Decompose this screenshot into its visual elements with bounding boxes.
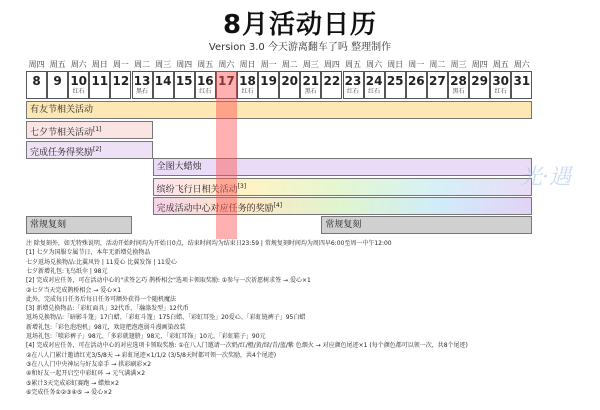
day-number: 24 [365, 74, 383, 88]
event-bar [153, 158, 533, 176]
weekday-label: 周四 [471, 60, 488, 69]
event-bar [26, 141, 153, 159]
day-number: 30 [492, 74, 510, 88]
day-cell [385, 71, 406, 99]
day-cell [321, 71, 342, 99]
event-label: 缤纷飞行日相关活动 [156, 185, 238, 195]
event-label: 完成活动中心对应任务的奖励 [156, 204, 274, 214]
today-highlight [216, 71, 237, 239]
weekday-label: 周日 [239, 60, 256, 69]
day-number: 14 [154, 74, 172, 88]
weekday-label: 周二 [281, 60, 298, 69]
page-subtitle: Version 3.0 今天游离翻车了吗 整理制作 [208, 42, 392, 53]
day-number: 23 [344, 74, 362, 88]
weekday-label: 周六 [218, 60, 235, 69]
event-bar [153, 178, 533, 196]
note-line: ②在八人门累计邀请红光3/5/8天 → 彩虹尾迹×1/1/2 (3/5/8天时都可领一次奖励，共4个尾迹) [26, 351, 277, 359]
day-number: 17 [218, 74, 235, 88]
day-cell [258, 71, 279, 99]
note-line: [2] 完成对应任务，可在活动中心的"求签乞巧 鹊桥相会"选项卡领取奖励: ①参与一次祈愿树求签 → 爱心×1 [26, 277, 311, 285]
day-number: 11 [91, 74, 109, 88]
weekday-label: 周五 [345, 60, 361, 69]
day-cell [300, 71, 321, 99]
day-cell [153, 71, 174, 99]
weekday-label: 周日 [91, 60, 108, 69]
event-note-ref: [1] [93, 126, 102, 133]
day-cell [448, 71, 469, 99]
day-cell [26, 71, 47, 99]
note-line: 新增礼包:「彩色泡泡机」98元，欢迎把泡泡弱斗漫画染改装 [26, 323, 186, 331]
day-tag: 红石 [241, 88, 254, 95]
event-label: 常规复刻 [30, 220, 67, 230]
day-cell [364, 71, 385, 99]
weekday-label: 周一 [112, 60, 129, 69]
day-tag: 红石 [494, 88, 507, 95]
day-number: 27 [429, 74, 446, 88]
event-bar [26, 101, 532, 119]
day-cell [406, 71, 427, 99]
event-label: 全图大蜡烛 [156, 162, 202, 172]
day-number: 22 [323, 74, 341, 88]
event-note-ref: [2] [93, 146, 102, 153]
event-note-ref: [3] [237, 183, 247, 190]
day-cell [490, 71, 511, 99]
weekday-label: 周六 [70, 60, 87, 69]
day-number: 15 [175, 74, 193, 88]
note-line: [4] 完成对应任务，可在活动中心的对应选项卡领取奖励: ①在八人门邀请一次奶/红/橙/黄/绿/青/蓝/紫 色烟火 → 对应颜色尾迹×1 (每个颜色都可以领一次，共8个尾迹) [26, 342, 468, 350]
day-number: 28 [450, 74, 467, 88]
day-cell [427, 71, 448, 99]
day-cell [279, 71, 300, 99]
event-note-ref: [4] [273, 202, 283, 209]
weekday-label: 周日 [387, 60, 404, 69]
day-cell [47, 71, 68, 99]
day-number: 9 [53, 74, 62, 88]
note-line: ⑥完成任务①②③④⑤ → 爱心×2 [26, 388, 112, 396]
note-line: 注 除复刻外，如无特殊说明，活动开始时间均为开始日0点，结束时间均为结束日23:59 | 常规复刻时间均为周四早6:00至周一中午12:00 [26, 240, 392, 247]
day-number: 12 [112, 74, 130, 88]
day-number: 13 [133, 74, 151, 88]
day-cell [195, 71, 216, 99]
weekday-label: 周三 [302, 60, 319, 69]
day-number: 10 [70, 74, 88, 88]
day-cell [511, 71, 532, 99]
day-number: 20 [281, 74, 299, 88]
event-bar [26, 121, 153, 139]
day-number: 21 [302, 74, 320, 88]
weekday-label: 周六 [366, 60, 383, 69]
note-line: 七夕返场兑换物品:比翼风铃 | 11爱心 比翼发饰 | 11爱心 [26, 258, 177, 266]
day-tag: 红石 [72, 88, 85, 95]
weekday-label: 周四 [28, 60, 45, 69]
event-label: 常规复刻 [325, 220, 362, 230]
day-cell [469, 71, 490, 99]
day-number: 29 [471, 74, 488, 88]
note-line: 返场兑换物品:「暗影斗篷」17白蜡、「彩虹斗篷」175白蜡、「彩虹耳坠」20爱心、「彩虹链裤子」95白蜡 [26, 314, 306, 322]
day-cell [89, 71, 110, 99]
day-number: 16 [196, 74, 214, 88]
note-line: 此外，完成每日任务后每日任务可额外获得一个随机魔法 [26, 295, 177, 303]
day-tag: 红石 [346, 88, 359, 95]
note-line: ②七夕当天完成鹊桥相会 → 爱心×1 [26, 286, 122, 294]
page-title: 8月活动日历 [222, 10, 378, 40]
weekday-label: 周五 [492, 60, 509, 69]
day-cell [132, 71, 153, 99]
event-label: 完成任务得奖励 [30, 148, 94, 158]
day-number: 8 [32, 74, 41, 88]
day-cell [343, 71, 364, 99]
weekday-label: 周三 [155, 60, 172, 69]
event-bar [321, 216, 532, 234]
day-tag: 黑石 [135, 88, 148, 95]
event-bar [26, 216, 132, 234]
day-number: 18 [239, 74, 256, 88]
note-line: [3] 新增兑换物品:「彩虹面具」32代币、「瀚涤发型」12代币 [26, 305, 189, 313]
day-number: 31 [513, 74, 531, 88]
day-tag: 红石 [199, 88, 212, 95]
event-label: 有友节相关活动 [30, 105, 94, 115]
weekday-label: 周二 [429, 60, 446, 69]
weekday-label: 周一 [260, 60, 277, 69]
weekday-label: 周五 [49, 60, 66, 69]
day-tag: 红石 [368, 88, 381, 95]
weekday-label: 周一 [408, 60, 425, 69]
weekday-label: 周二 [134, 60, 150, 69]
day-number: 26 [407, 74, 425, 88]
day-number: 25 [386, 74, 404, 88]
day-number: 19 [260, 74, 277, 88]
day-cell [110, 71, 131, 99]
note-line: ④和好友一起开启空中彩虹环 → 元气满满×2 [26, 370, 146, 378]
weekday-label: 周六 [513, 60, 530, 69]
note-line: [1] 七夕为国服专属节日，本年无新增兑换物品 [26, 249, 151, 257]
note-line: 返场礼包:「喷彩裤子」98元、「多彩就翅膀」98元、「彩虹耳饰」10元、「彩虹鞋子」90元 [26, 333, 266, 340]
day-tag: 黑石 [452, 88, 465, 95]
day-cell [68, 71, 89, 99]
weekday-label: 周四 [176, 60, 193, 69]
watermark-logo: 光·遇 [520, 165, 571, 190]
event-bar [153, 197, 533, 215]
weekday-label: 周三 [450, 60, 467, 69]
weekday-label: 周四 [323, 60, 340, 69]
day-cell [237, 71, 258, 99]
note-line: 七夕新增礼包:飞鸟纸伞 | 98元 [26, 267, 108, 275]
note-line: ③在八人门中央神坛与好友牵手 → 拱彩刷彩×2 [26, 360, 152, 368]
note-line: ⑤累计3天完成彩虹赛跑 → 蜡烛×2 [26, 379, 119, 387]
weekday-label: 周五 [197, 60, 214, 69]
day-cell [174, 71, 195, 99]
event-label: 七夕节相关活动 [30, 128, 94, 138]
day-tag: 黑石 [304, 88, 317, 95]
